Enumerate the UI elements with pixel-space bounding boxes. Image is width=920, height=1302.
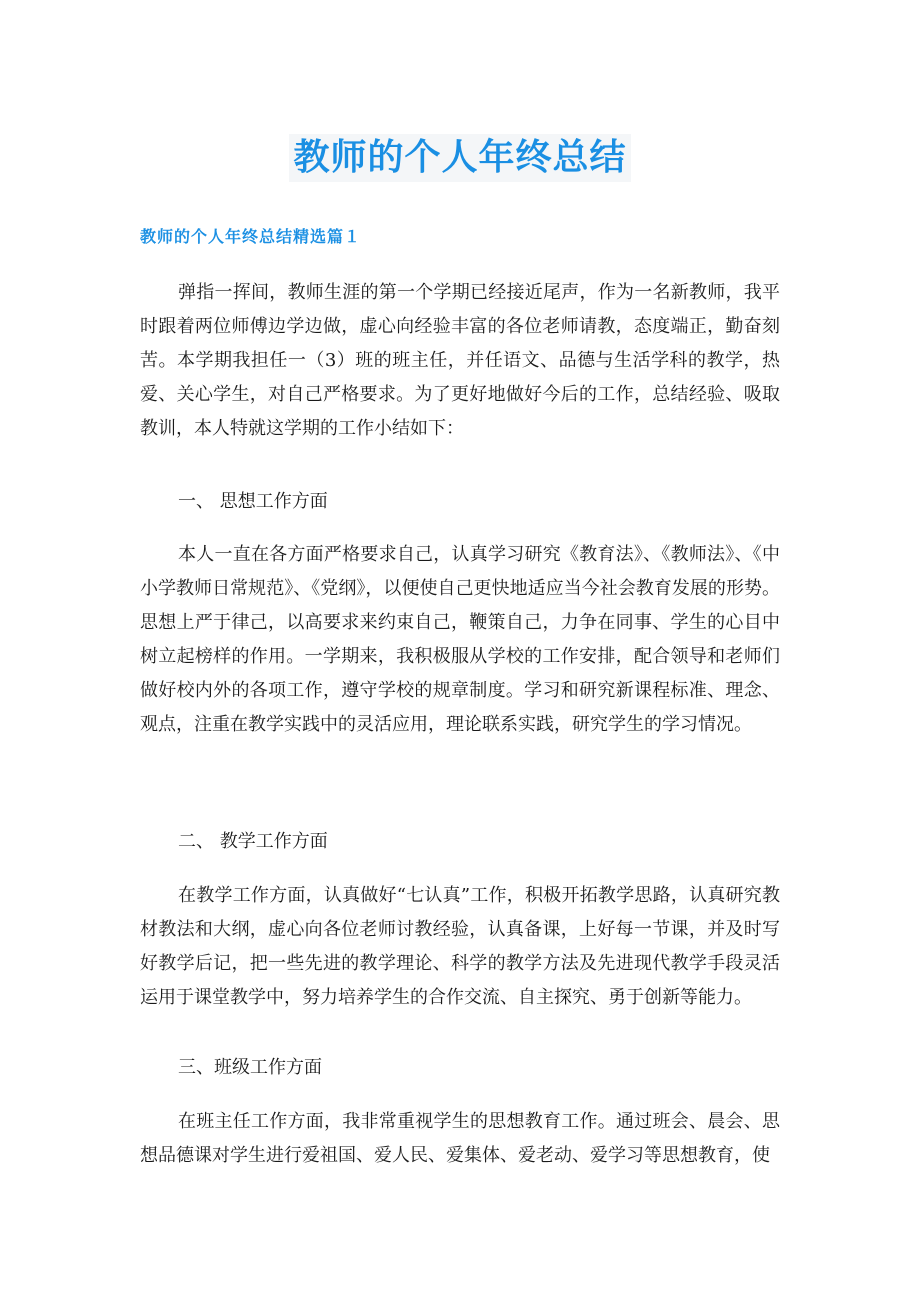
paragraph-intro: 弹指一挥间，教师生涯的第一个学期已经接近尾声，作为一名新教师，我平时跟着两位师傅边学边做，虚心向经验丰富的各位老师请教，态度端正，勤奋刻苦。本学期我担任一（3）班的班主任，并任语文、品德与生活学科的教学，热爱、关心学生，对自己严格要求。为了更好地做好今后的工作，总结经验、吸取教训，本人特就这学期的工作小结如下：	[140, 282, 780, 439]
title-container	[0, 134, 920, 182]
heading-teaching: 二、 教学工作方面	[178, 831, 328, 852]
section-subtitle: 教师的个人年终总结精选篇１	[140, 227, 362, 246]
paragraph-teaching: 在教学工作方面，认真做好“七认真”工作，积极开拓教学思路，认真研究教材教法和大纲，虚心向各位老师讨教经验，认真备课，上好每一节课，并及时写好教学后记，把一些先进的教学理论、科学的教学方法及先进现代教学手段灵活运用于课堂教学中，努力培养学生的合作交流、自主探究、勇于创新等能力。	[140, 885, 780, 1008]
heading-class-work: 三、班级工作方面	[178, 1057, 322, 1078]
page-title: 教师的个人年终总结	[289, 134, 630, 182]
heading-ideology: 一、 思想工作方面	[178, 491, 328, 512]
paragraph-class-work: 在班主任工作方面，我非常重视学生的思想教育工作。通过班会、晨会、思想品德课对学生进行爱祖国、爱人民、爱集体、爱老动、爱学习等思想教育，使	[140, 1111, 780, 1166]
paragraph-ideology: 本人一直在各方面严格要求自己，认真学习研究《教育法》、《教师法》、《中小学教师日常规范》、《党纲》，以便使自己更快地适应当今社会教育发展的形势。思想上严于律己，以高要求来约束自己，鞭策自己，力争在同事、学生的心目中树立起榜样的作用。一学期来，我积极服从学校的工作安排，配合领导和老师们做好校内外的各项工作，遵守学校的规章制度。学习和研究新课程标准、理念、观点，注重在教学实践中的灵活应用，理论联系实践，研究学生的学习情况。	[140, 544, 780, 735]
